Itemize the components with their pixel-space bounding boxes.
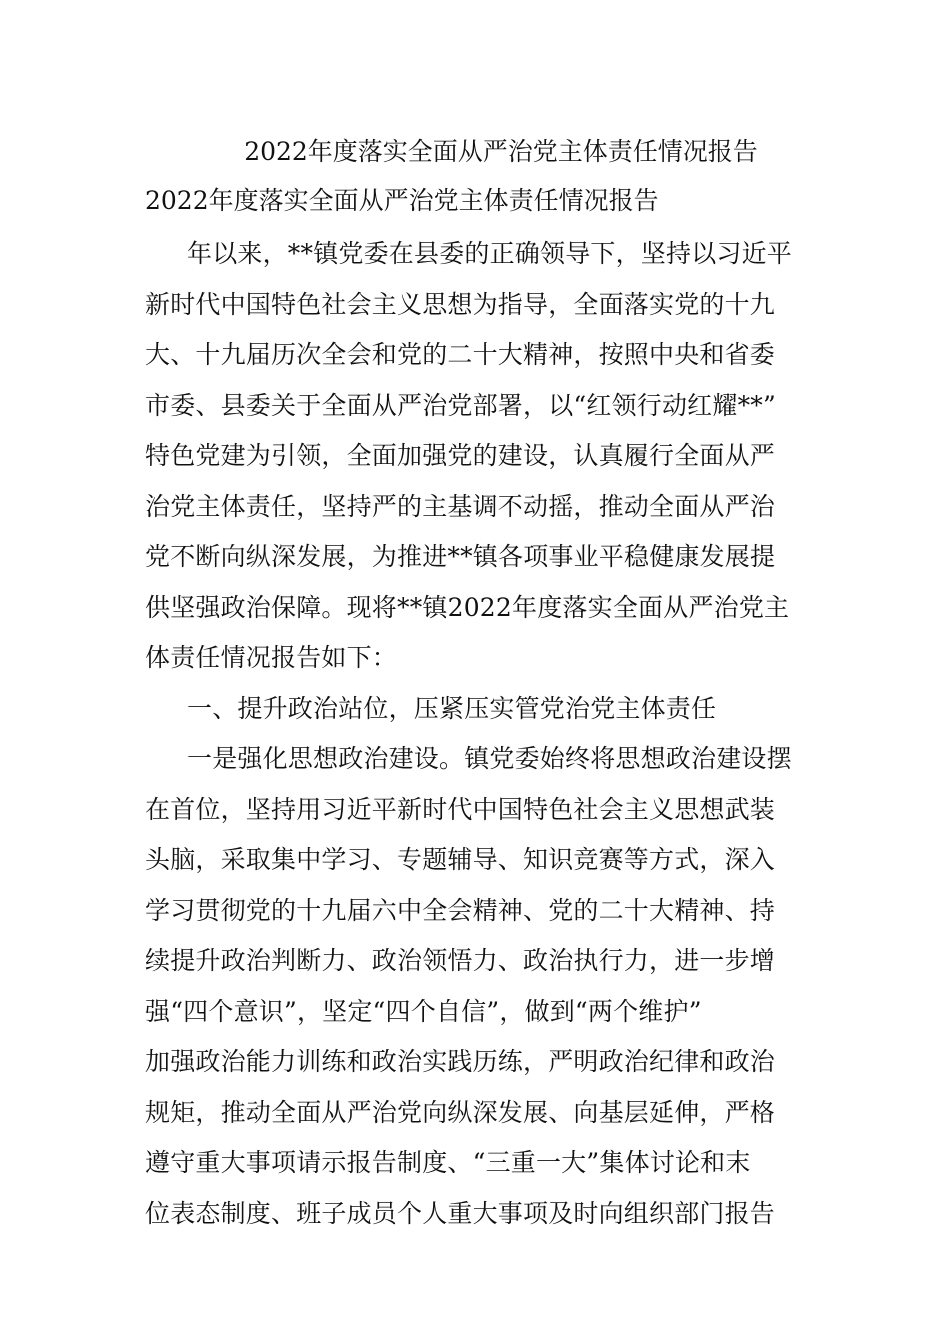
paragraph-line: 遵守重大事项请示报告制度、“三重一大”集体讨论和末 — [145, 1148, 751, 1177]
paragraph-line: 头脑，采取集中学习、专题辅导、知识竞赛等方式，深入 — [145, 845, 776, 874]
paragraph-line: 体责任情况报告如下： — [145, 643, 398, 672]
paragraph-line: 特色党建为引领，全面加强党的建设，认真履行全面从严 — [145, 441, 776, 470]
document-body — [145, 229, 805, 1239]
paragraph-line: 市委、县委关于全面从严治党部署，以“红领行动红耀**” — [145, 390, 776, 420]
document-title: 2022年度落实全面从严治党主体责任情况报告 — [244, 137, 758, 166]
document-subtitle: 2022年度落实全面从严治党主体责任情况报告 — [145, 186, 659, 215]
paragraph-line: 一是强化思想政治建设。镇党委始终将思想政治建设摆 — [187, 744, 792, 773]
paragraph-line: 规矩，推动全面从严治党向纵深发展、向基层延伸，严格 — [145, 1097, 776, 1127]
paragraph-line: 治党主体责任，坚持严的主基调不动摇，推动全面从严治 — [145, 491, 776, 521]
paragraph-line: 学习贯彻党的十九届六中全会精神、党的二十大精神、持 — [145, 895, 776, 925]
paragraph-line: 位表态制度、班子成员个人重大事项及时向组织部门报告 — [145, 1198, 776, 1228]
paragraph-line: 强“四个意识”，坚定“四个自信”，做到“两个维护” — [145, 996, 702, 1026]
paragraph-line: 大、十九届历次全会和党的二十大精神，按照中央和省委 — [145, 340, 776, 369]
paragraph-line: 党不断向纵深发展，为推进**镇各项事业平稳健康发展提 — [145, 542, 776, 571]
paragraph-line: 续提升政治判断力、政治领悟力、政治执行力，进一步增 — [145, 946, 776, 975]
paragraph-line: 新时代中国特色社会主义思想为指导，全面落实党的十九 — [145, 289, 776, 319]
paragraph-line: 供坚强政治保障。现将**镇2022年度落实全面从严治党主 — [145, 592, 790, 622]
paragraph-line: 在首位，坚持用习近平新时代中国特色社会主义思想武装 — [145, 794, 776, 824]
section-heading: 一、提升政治站位，压紧压实管党治党主体责任 — [187, 693, 717, 723]
paragraph-line: 年以来，**镇党委在县委的正确领导下，坚持以习近平 — [187, 239, 793, 268]
paragraph-line: 加强政治能力训练和政治实践历练，严明政治纪律和政治 — [145, 1047, 776, 1076]
